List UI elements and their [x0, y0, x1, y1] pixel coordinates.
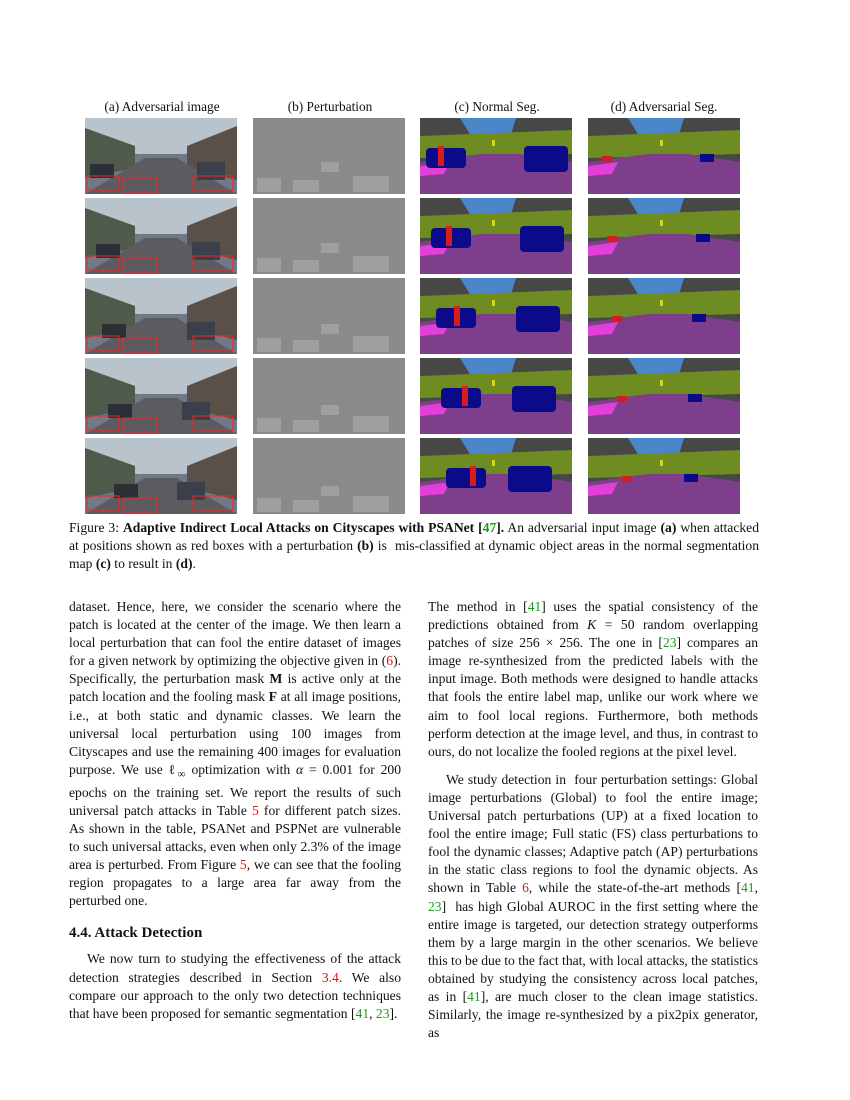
column-header-b: (b) Perturbation [287, 99, 373, 114]
adversarial-seg-image-row-2 [588, 198, 740, 274]
adversarial-image-row-2 [85, 198, 237, 274]
column-header-c: (c) Normal Seg. [454, 99, 540, 114]
left-column [69, 598, 401, 1023]
column-header-a: (a) Adversarial image [104, 99, 220, 114]
column-header-d: (d) Adversarial Seg. [610, 99, 718, 114]
normal-seg-image-row-1 [420, 118, 572, 194]
adversarial-image-row-3 [85, 278, 237, 354]
figure-caption: Figure 3: Adaptive Indirect Local Attacks on Cityscapes with PSANet [47]. An adversarial input image (a) when attacked at positions shown as red boxes with a perturbation (b) is mis-classified at dynamic object areas in the normal segmentation map (c) to result in (d). [69, 520, 759, 571]
perturbation-image-row-5 [253, 438, 405, 514]
adversarial-seg-image-row-4 [588, 358, 740, 434]
normal-seg-image-row-2 [420, 198, 572, 274]
perturbation-image-row-3 [253, 278, 405, 354]
adversarial-image-row-1 [85, 118, 237, 194]
adversarial-seg-image-row-5 [588, 438, 740, 514]
adversarial-seg-image-row-1 [588, 118, 740, 194]
left-paragraph-1: dataset. Hence, here, we consider the scenario where the patch is located at the center of the image. We then learn a local perturbation that can fool the entire dataset of images for a given network by optimizing the objective given in (6). Specifically, the perturbation mask M is active only at the patch location and the fooling mask F at all image positions, i.e., at both static and dynamic classes. We learn the universal local perturbation using 100 images from Cityscapes and use the remaining 400 images for evaluation purpose. We use ℓ$_\infty$ optimization with α = 0.001 for 200 epochs on the training set. We report the results of such universal patch attacks in Table 5 for different patch sizes. As shown in the table, PSANet and PSPNet are vulnerable to such universal attacks, even when only 2.3% of the image area is perturbed. From Figure 5, we can see that the fooling region propagates to a large area far away from the perturbed one. [69, 599, 401, 909]
normal-seg-image-row-3 [420, 278, 572, 354]
perturbation-image-row-2 [253, 198, 405, 274]
normal-seg-image-row-4 [420, 358, 572, 434]
adversarial-image-row-4 [85, 358, 237, 434]
caption-title: Adaptive Indirect Local Attacks on Cityscapes with PSANet [47]. [122, 520, 505, 535]
caption-label: Figure 3: [69, 520, 119, 535]
normal-seg-image-row-5 [420, 438, 572, 514]
adversarial-seg-image-row-3 [588, 278, 740, 354]
adversarial-image-row-5 [85, 438, 237, 514]
section-heading: 4.4. Attack Detection [69, 925, 203, 942]
right-paragraph-1: The method in [41] uses the spatial consistency of the predictions obtained from K = 50 random overlapping patches of size 256 × 256. The one in [23] compares an image re-synthesized from the predicted labels with the input image. Both methods were designed to handle attacks that fools the entire label map, unlike our work where we aim to fool local regions. Furthermore, both methods perform detection at the image level, and thus, in contrast to ours, do not localize the fooled regions at the pixel level. [428, 599, 758, 759]
perturbation-image-row-1 [253, 118, 405, 194]
right-paragraph-2: We study detection in four perturbation settings: Global image perturbations (Global) to fool the entire image; Universal patch perturbations (UP) at a fixed location to fool the entire image; Full static (FS) class perturbations to fool the dynamic classes; Adaptive patch (AP) perturbations in the static class regions to fool the dynamic objects. As shown in Table 6, while the state-of-the-art methods [41, 23] has high Global AUROC in the first setting where the entire image is targeted, our detection strategy outperforms them by a large margin in the other scenarios. We believe this to be due to the fact that, with local attacks, the statistics obtained by studying the consistency across local patches, as in [41], are much closer to the clean image statistics. Similarly, the image re-synthesized by a pix2pix generator, as [428, 771, 758, 1041]
left-paragraph-2: We now turn to studying the effectiveness of the attack detection strategies described in Section 3.4. We also compare our approach to the only two detection techniques that have been proposed for semantic segmentation [41, 23]. [69, 951, 401, 1021]
right-column [428, 598, 758, 1042]
perturbation-image-row-4 [253, 358, 405, 434]
